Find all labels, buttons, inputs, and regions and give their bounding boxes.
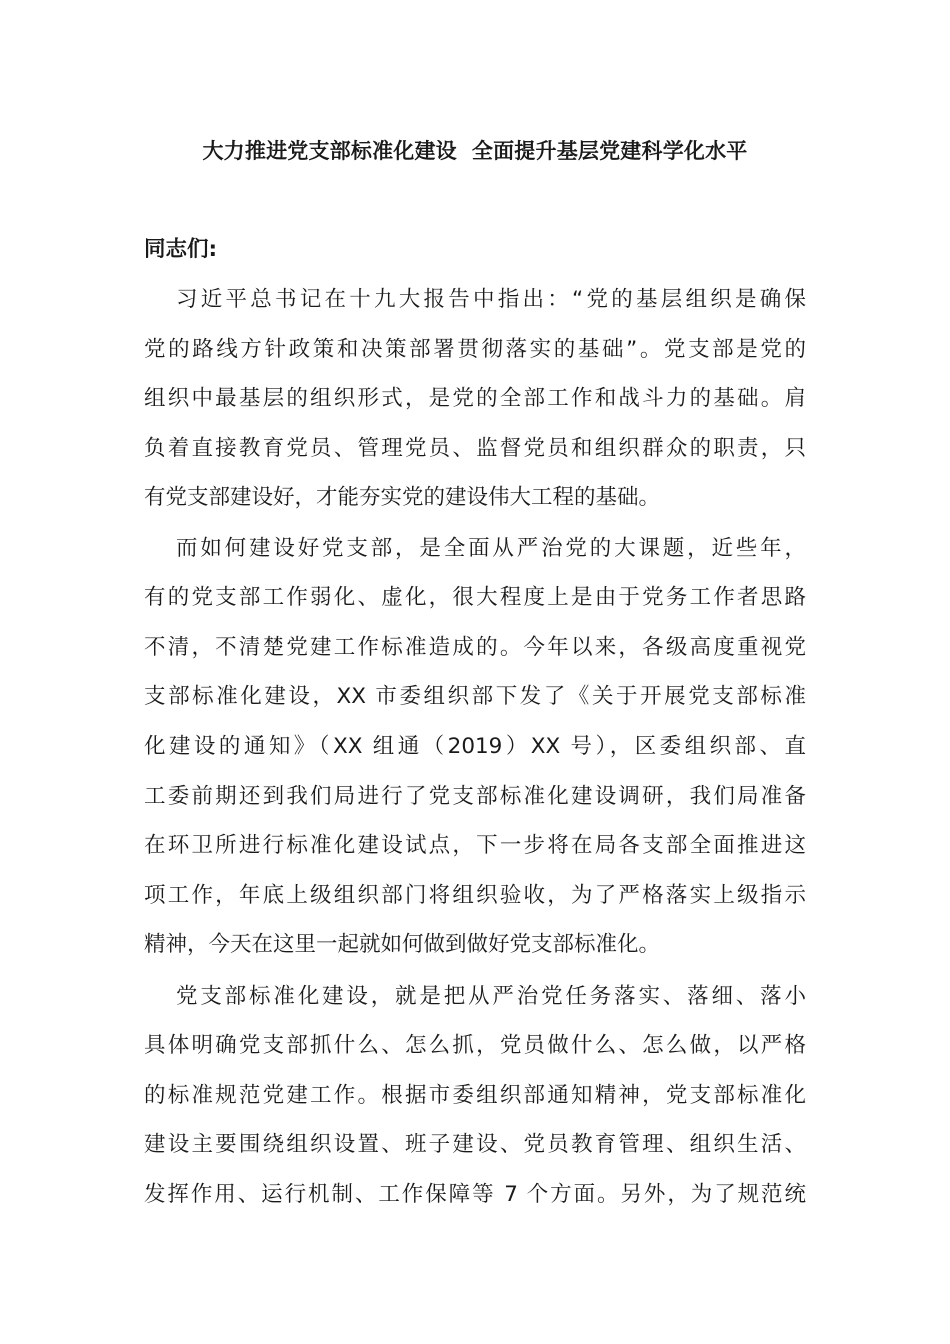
paragraph-line: 组织中最基层的组织形式，是党的全部工作和战斗力的基础。肩 xyxy=(144,386,806,411)
paragraph-line: 具体明确党支部抓什么、怎么抓，党员做什么、怎么做，以严格 xyxy=(144,1033,806,1058)
paragraph-line: 不清，不清楚党建工作标准造成的。今年以来，各级高度重视党 xyxy=(144,635,806,660)
paragraph-line: 发挥作用、运行机制、工作保障等 7 个方面。另外，为了规范统 xyxy=(144,1182,806,1207)
paragraph-line: 而如何建设好党支部，是全面从严治党的大课题，近些年， xyxy=(176,536,806,561)
paragraph-line: 项工作，年底上级组织部门将组织验收，为了严格落实上级指示 xyxy=(144,883,806,908)
paragraph-line: 党的路线方针政策和决策部署贯彻落实的基础”。党支部是党的 xyxy=(144,337,806,362)
paragraph-line: 工委前期还到我们局进行了党支部标准化建设调研，我们局准备 xyxy=(144,784,806,809)
paragraph-line: 建设主要围绕组织设置、班子建设、党员教育管理、组织生活、 xyxy=(144,1132,806,1157)
salutation: 同志们: xyxy=(144,237,218,262)
paragraph-line: 支部标准化建设，XX 市委组织部下发了《关于开展党支部标准 xyxy=(144,684,806,709)
paragraph-line: 有的党支部工作弱化、虚化，很大程度上是由于党务工作者思路 xyxy=(144,585,806,610)
paragraph-line: 精神，今天在这里一起就如何做到做好党支部标准化。 xyxy=(144,932,661,957)
paragraph-line: 化建设的通知》（XX 组通（2019）XX 号），区委组织部、直 xyxy=(144,734,806,759)
document-title: 大力推进党支部标准化建设 全面提升基层党建科学化水平 xyxy=(202,139,748,163)
paragraph-line: 党支部标准化建设，就是把从严治党任务落实、落细、落小 xyxy=(176,984,806,1009)
paragraph-line: 的标准规范党建工作。根据市委组织部通知精神，党支部标准化 xyxy=(144,1083,806,1108)
paragraph-line: 负着直接教育党员、管理党员、监督党员和组织群众的职责，只 xyxy=(144,436,806,461)
paragraph-line: 在环卫所进行标准化建设试点，下一步将在局各支部全面推进这 xyxy=(144,833,806,858)
paragraph-line: 有党支部建设好，才能夯实党的建设伟大工程的基础。 xyxy=(144,485,661,510)
paragraph-line: 习近平总书记在十九大报告中指出：“党的基层组织是确保 xyxy=(176,287,806,312)
